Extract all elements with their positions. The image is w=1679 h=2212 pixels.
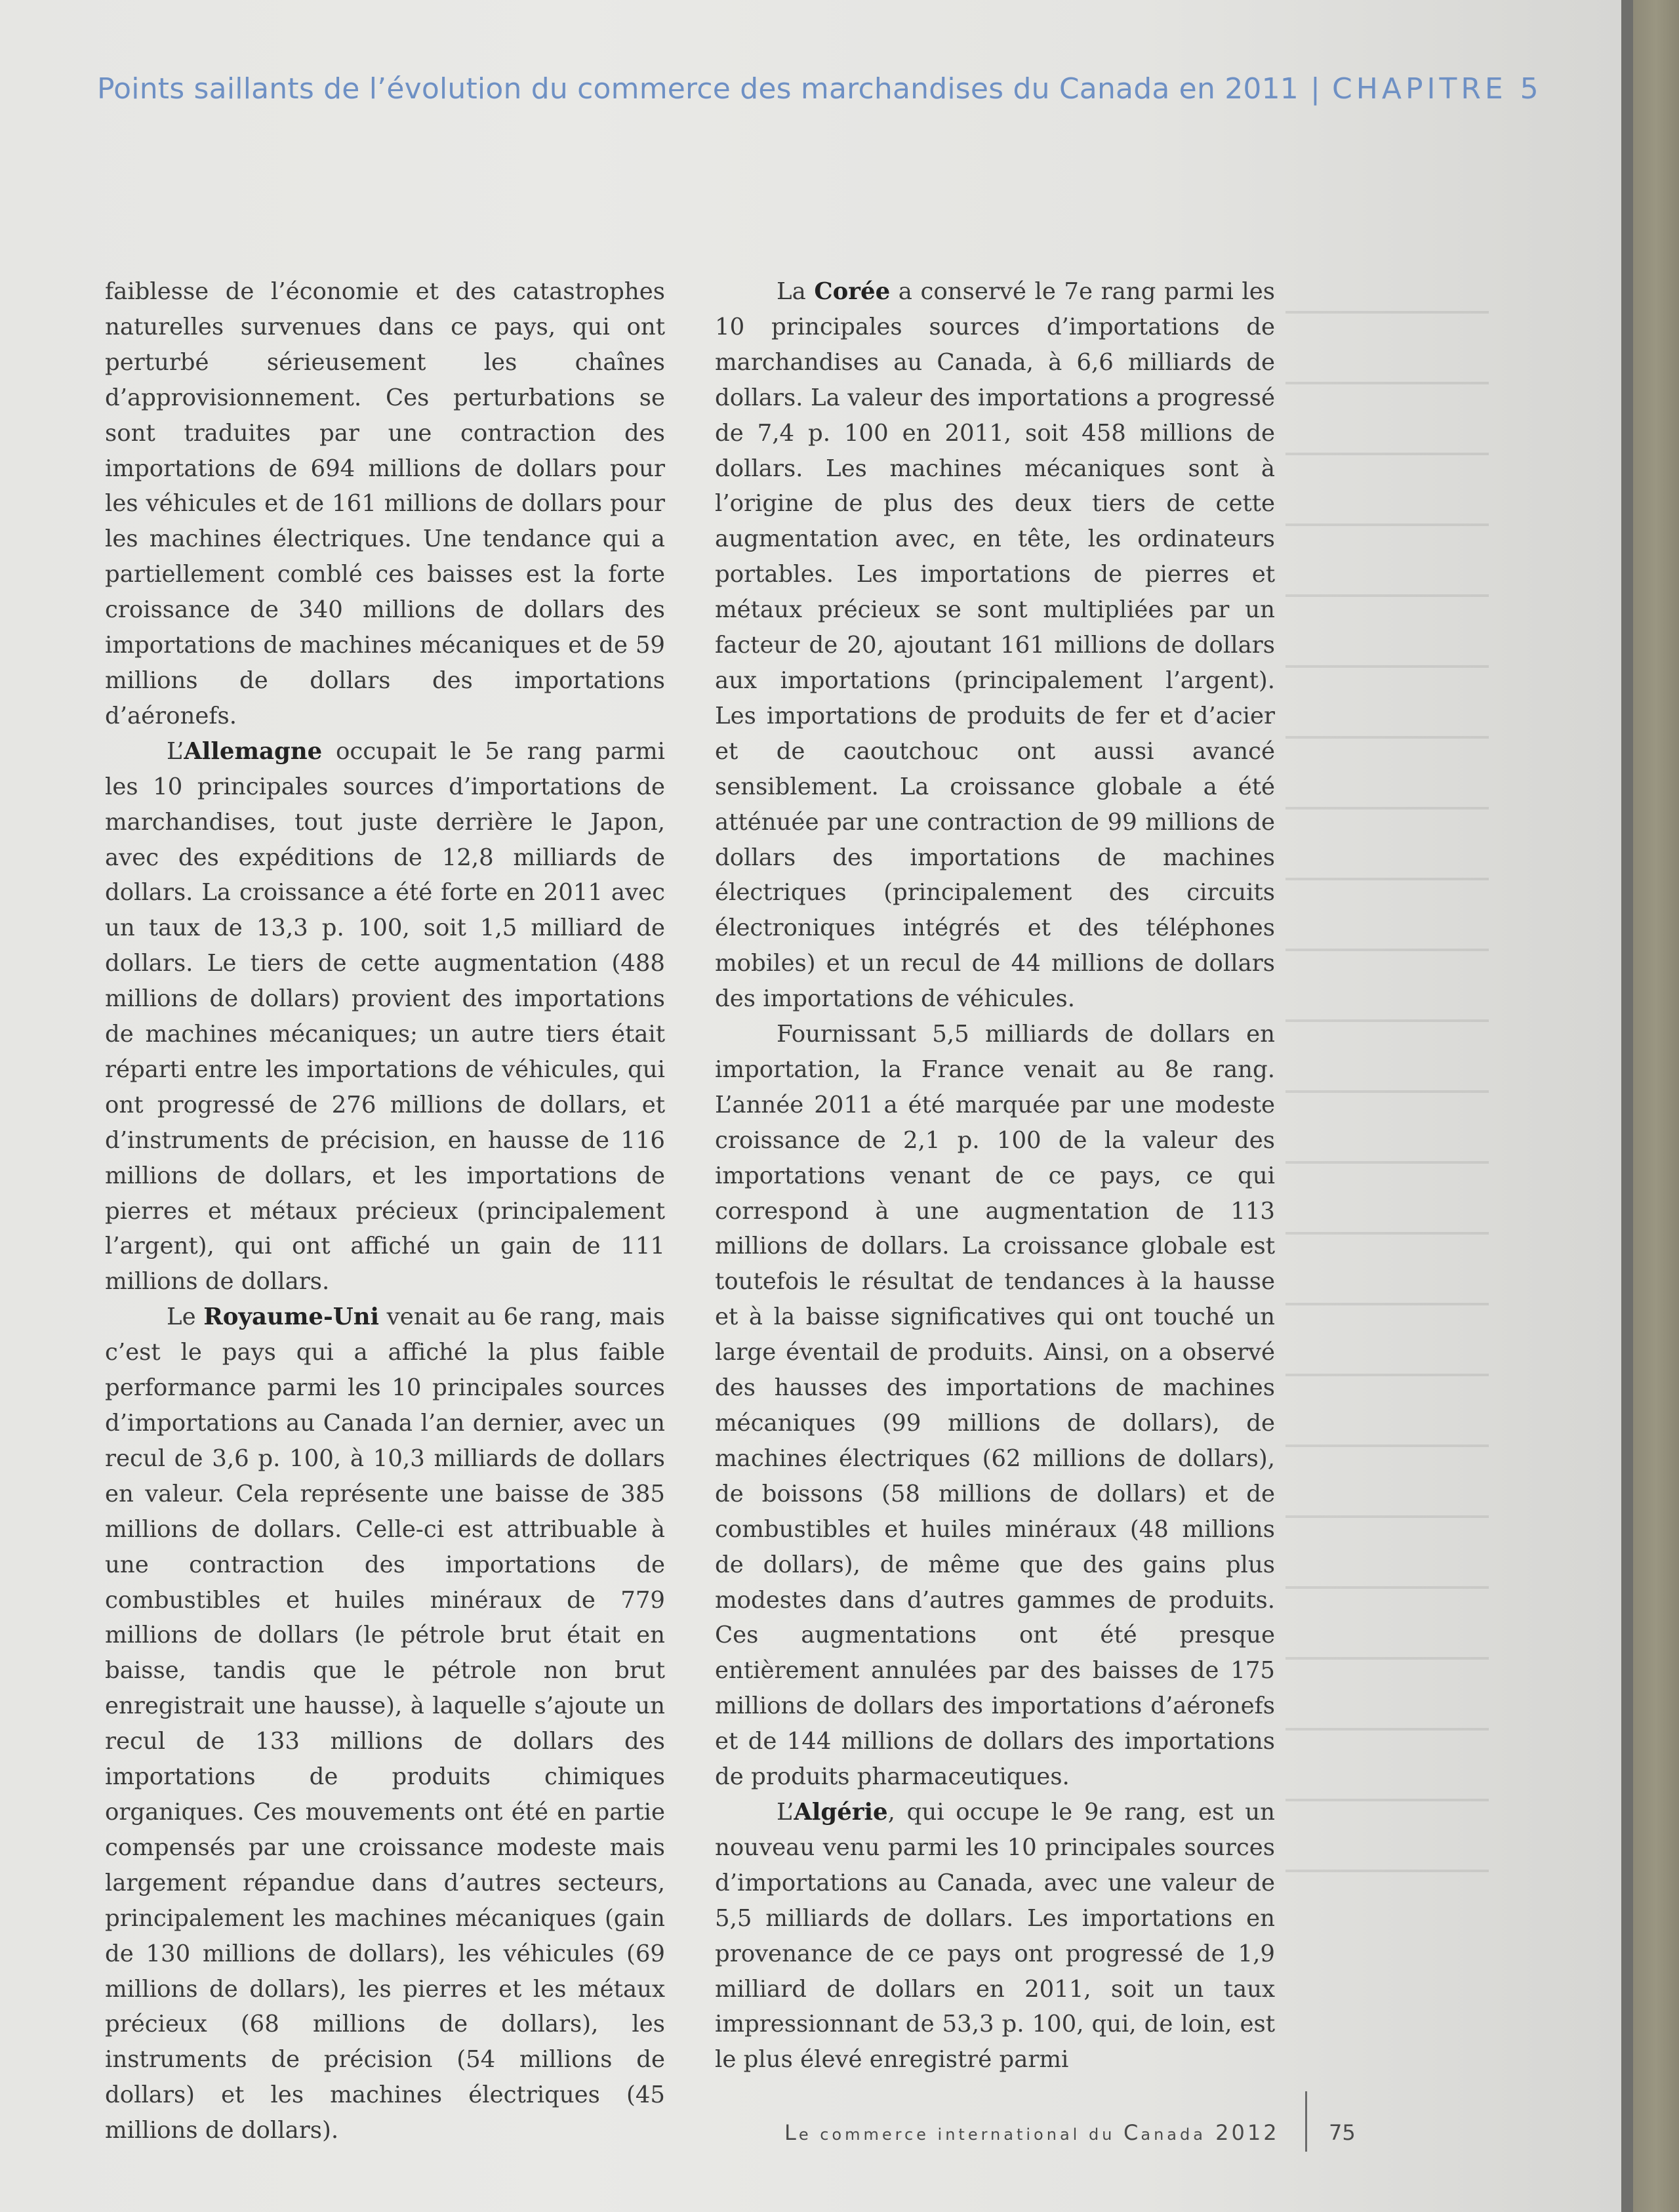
running-footer [784, 2120, 1280, 2145]
footer-title: C [1123, 2120, 1141, 2145]
footer-year: 2012 [1215, 2120, 1280, 2145]
text-run: , qui occupe le 9e rang, est un nouveau venu parmi les 10 principales sources d’importations au Canada, avec une valeur de 5,5 milliards de dollars. Les importations en provenance de ce pays ont progressé de 1,9 milliard de dollars en 2011, soit un taux impressionnant de 53,3 p. 100, qui, de loin, est le plus élevé enregistré parmi [715, 1798, 1275, 2074]
footer-title: anada [1141, 2125, 1206, 2144]
text-run: venait au 6e rang, mais c’est le pays qui a affiché la plus faible performance parmi les 10 principales sources d’importations au Canada l’an dernier, avec un recul de 3,6 p. 100, à 10,3 milliards de dollars en valeur. Cela représente une baisse de 385 millions de dollars. Celle-ci est attribuable à une contraction des importations de combustibles et huiles minéraux de 779 millions de dollars (le pétrole brut était en baisse, tandis que le pétrole non brut enregistrait une hausse), à laquelle s’ajoute un recul de 133 millions de dollars des importations de produits chimiques organiques. Ces mouvements ont été en partie compensés par une croissance modeste mais largement répandue dans d’autres secteurs, principalement les machines mécaniques (gain de 130 millions de dollars), les véhicules (69 millions de dollars), les pierres et les métaux précieux (68 millions de dollars), les instruments de précision (54 millions de dollars) et les machines électriques (45 millions de dollars). [105, 1303, 665, 2144]
page-number: 75 [1329, 2120, 1356, 2145]
footer-title: L [784, 2120, 799, 2145]
text-run: La [777, 278, 815, 305]
text-run: L’ [167, 737, 184, 765]
country-name: Corée [814, 278, 891, 305]
text-run: Le [167, 1303, 204, 1331]
right-column [715, 274, 1275, 2078]
country-name: Algérie [794, 1798, 888, 1826]
left-column [105, 274, 665, 2148]
header-title: Points saillants de l’évolution du commerce des marchandises du Canada en 2011 [97, 72, 1299, 106]
footer-title: e commerce international du [798, 2125, 1124, 2144]
bleed-through-text [1285, 276, 1489, 1902]
paragraph-germany [105, 734, 665, 1300]
country-name: Royaume-Uni [203, 1303, 379, 1331]
chapter-label: CHAPITRE 5 [1332, 72, 1543, 106]
paragraph-united-kingdom [105, 1300, 665, 2148]
running-header [97, 72, 1543, 106]
paragraph: faiblesse de l’économie et des catastrophes naturelles survenues dans ce pays, qui ont perturbé sérieusement les chaînes d’approvisionnement. Ces perturbations se sont traduites par une contraction des importations de 694 millions de dollars pour les véhicules et de 161 millions de dollars pour les machines électriques. Une tendance qui a partiellement comblé ces baisses est la forte croissance de 340 millions de dollars des importations de machines mécaniques et de 59 millions de dollars des importations d’aéronefs. [105, 278, 665, 729]
text-run: L’ [777, 1798, 794, 1826]
paragraph-korea [715, 274, 1275, 1017]
text-run: occupait le 5e rang parmi les 10 principales sources d’importations de marchandises, tout juste derrière le Japon, avec des expéditions de 12,8 milliards de dollars. La croissance a été forte en 2011 avec un taux de 13,3 p. 100, soit 1,5 milliard de dollars. Le tiers de cette augmentation (488 millions de dollars) provient des importations de machines mécaniques; un autre tiers était réparti entre les importations de véhicules, qui ont progressé de 276 millions de dollars, et d’instruments de précision, en hausse de 116 millions de dollars, et les importations de pierres et métaux précieux (principalement l’argent), qui ont affiché un gain de 111 millions de dollars. [105, 737, 665, 1296]
paragraph-algeria [715, 1795, 1275, 2078]
book-cover-edge [1633, 0, 1679, 2212]
paragraph-france: Fournissant 5,5 milliards de dollars en importation, la France venait au 8e rang. L’année 2011 a été marquée par une modeste croissance de 2,1 p. 100 de la valeur des importations venant de ce pays, ce qui correspond à une augmentation de 113 millions de dollars. La croissance globale est toutefois le résultat de tendances à la hausse et à la baisse significatives qui ont touché un large éventail de produits. Ainsi, on a observé des hausses des importations de machines mécaniques (99 millions de dollars), de machines électriques (62 millions de dollars), de boissons (58 millions de dollars) et de combustibles et huiles minéraux (48 millions de dollars), de même que des gains plus modestes dans d’autres gammes de produits. Ces augmentations ont été presque entièrement annulées par des baisses de 175 millions de dollars des importations d’aéronefs et de 144 millions de dollars des importations de produits pharmaceutiques. [715, 1021, 1275, 1791]
page-edge-shadow [1621, 0, 1633, 2212]
text-run: a conservé le 7e rang parmi les 10 principales sources d’importations de marchandises au Canada, à 6,6 milliards de dollars. La valeur des importations a progressé de 7,4 p. 100 en 2011, soit 458 millions de dollars. Les machines mécaniques sont à l’origine de plus des deux tiers de cette augmentation avec, en tête, les ordinateurs portables. Les importations de pierres et métaux précieux se sont multipliées par un facteur de 20, ajoutant 161 millions de dollars aux importations (principalement l’argent). Les importations de produits de fer et d’acier et de caoutchouc ont aussi avancé sensiblement. La croissance globale a été atténuée par une contraction de 99 millions de dollars des importations de machines électriques (principalement des circuits électroniques intégrés et des téléphones mobiles) et un recul de 44 millions de dollars des importations de véhicules. [715, 278, 1275, 1013]
country-name: Allemagne [184, 737, 323, 765]
footer-divider [1305, 2091, 1307, 2152]
header-separator: | [1310, 72, 1321, 106]
